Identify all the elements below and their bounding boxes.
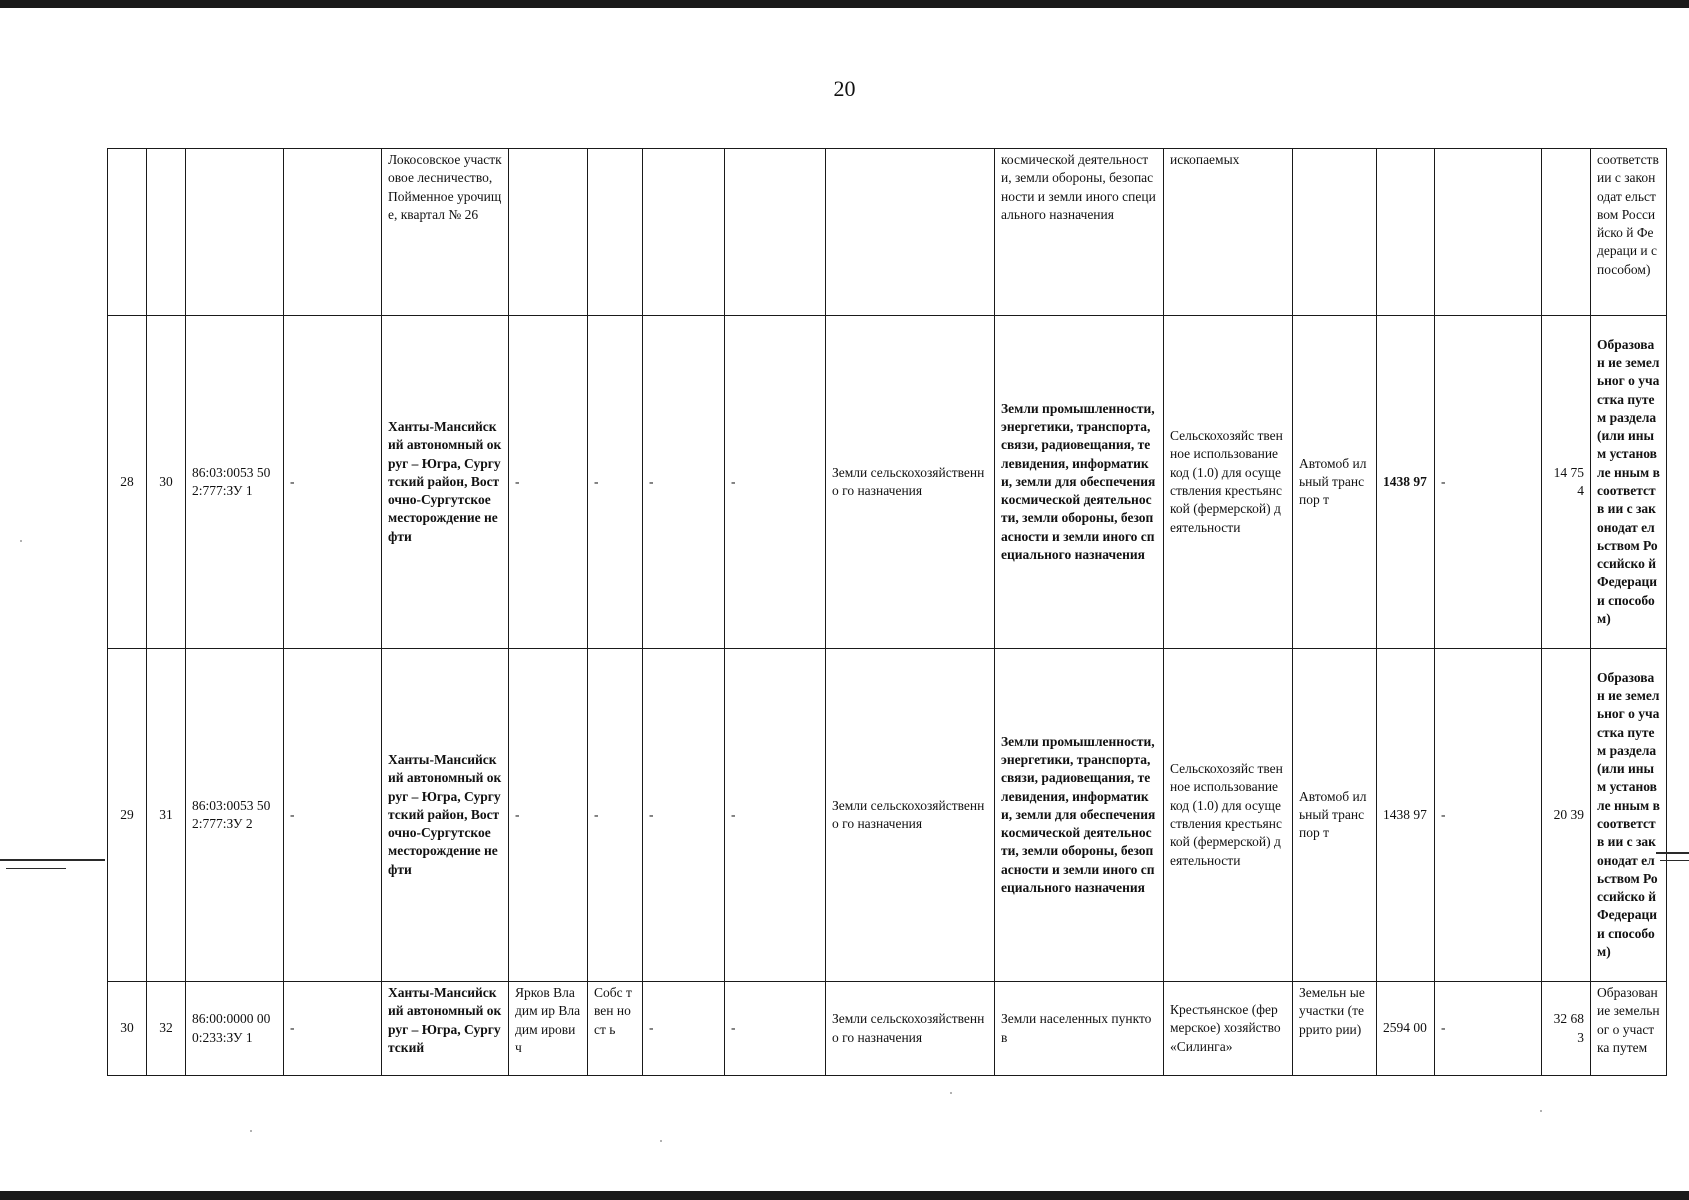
table-cell: 20 39: [1542, 649, 1591, 982]
scan-artifact: [0, 859, 105, 861]
area-cell: 1438 97: [1377, 649, 1435, 982]
right-type-cell: -: [588, 316, 643, 649]
row-number-cell: 28: [108, 316, 147, 649]
permitted-use-cell: Сельскохозяйс твенное использование код (1.0) для осуществления крестьянской (фермерской) деятельности: [1164, 649, 1293, 982]
table-cell: -: [1435, 316, 1542, 649]
scan-artifact: [950, 1092, 952, 1094]
table-cell: [1542, 149, 1591, 316]
scan-artifact: [1660, 860, 1689, 861]
purpose-cell: [1293, 149, 1377, 316]
table-cell: -: [643, 649, 725, 982]
table-cell: -: [725, 982, 826, 1076]
table-row: [108, 649, 1667, 982]
right-type-cell: Собс твен ност ь: [588, 982, 643, 1076]
table-cell: -: [284, 982, 382, 1076]
cadastral-number-cell: 86:03:0053 502:777:ЗУ 2: [186, 649, 284, 982]
scan-border-bottom: [0, 1191, 1689, 1200]
current-category-cell: Земли сельскохозяйственно го назначения: [826, 649, 995, 982]
permitted-use-cell: Сельскохозяйс твенное использование код (1.0) для осуществления крестьянской (фермерской) деятельности: [1164, 316, 1293, 649]
plot-id-cell: [147, 149, 186, 316]
new-category-cell: космической деятельности, земли обороны, безопасности и земли иного специального назначения: [995, 149, 1164, 316]
current-category-cell: Земли сельскохозяйственно го назначения: [826, 316, 995, 649]
location-cell: Локосовское участковое лесничество, Пойменное урочище, квартал № 26: [382, 149, 509, 316]
table-cell: -: [284, 649, 382, 982]
new-category-cell: Земли населенных пунктов: [995, 982, 1164, 1076]
row-number-cell: [108, 149, 147, 316]
right-type-cell: [588, 149, 643, 316]
cadastral-number-cell: [186, 149, 284, 316]
row-number-cell: 29: [108, 649, 147, 982]
current-category-cell: [826, 149, 995, 316]
land-plots-table: [107, 148, 1667, 1076]
table-cell: -: [643, 982, 725, 1076]
area-cell: 1438 97: [1377, 316, 1435, 649]
scan-artifact: [20, 540, 22, 542]
location-cell: Ханты-Мансийский автономный округ – Югра, Сургутский район, Восточно-Сургутское месторождение нефти: [382, 649, 509, 982]
table-cell: [725, 149, 826, 316]
scan-artifact: [1656, 852, 1689, 854]
formation-note-cell: Образован ие земельног о участка путем: [1591, 982, 1667, 1076]
formation-note-cell: Образован ие земельног о участка путем раздела (или иным установле нным в соответств ии с законодат ельством Российско й Федераци и способом): [1591, 316, 1667, 649]
cadastral-number-cell: 86:00:0000 000:233:ЗУ 1: [186, 982, 284, 1076]
plot-id-cell: 32: [147, 982, 186, 1076]
scan-artifact: [1540, 1110, 1542, 1112]
table-row: [108, 982, 1667, 1076]
table-cell: -: [643, 316, 725, 649]
permitted-use-cell: Крестьянское (фермерское) хозяйство «Силинга»: [1164, 982, 1293, 1076]
right-type-cell: -: [588, 649, 643, 982]
owner-cell: [509, 149, 588, 316]
owner-cell: -: [509, 649, 588, 982]
purpose-cell: Земельн ые участки (террито рии): [1293, 982, 1377, 1076]
plot-id-cell: 31: [147, 649, 186, 982]
location-cell: Ханты-Мансийский автономный округ – Югра, Сургутский: [382, 982, 509, 1076]
new-category-cell: Земли промышленности, энергетики, транспорта, связи, радиовещания, телевидения, информатики, земли для обеспечения космической деятельности, земли обороны, безопасности и земли иного специального назначения: [995, 649, 1164, 982]
area-cell: 2594 00: [1377, 982, 1435, 1076]
area-cell: [1377, 149, 1435, 316]
table-cell: -: [725, 316, 826, 649]
location-cell: Ханты-Мансийский автономный округ – Югра, Сургутский район, Восточно-Сургутское месторождение нефти: [382, 316, 509, 649]
scan-artifact: [250, 1130, 252, 1132]
cadastral-number-cell: 86:03:0053 502:777:ЗУ 1: [186, 316, 284, 649]
owner-cell: Ярков Владим ир Владим ирович: [509, 982, 588, 1076]
formation-note-cell: Образован ие земельног о участка путем раздела (или иным установле нным в соответств ии с законодат ельством Российско й Федераци и способом): [1591, 649, 1667, 982]
purpose-cell: Автомоб ильный транспор т: [1293, 316, 1377, 649]
table-cell: -: [1435, 649, 1542, 982]
table-cell: [284, 149, 382, 316]
permitted-use-cell: ископаемых: [1164, 149, 1293, 316]
table-cell: [643, 149, 725, 316]
table-row: [108, 316, 1667, 649]
page-number: 20: [833, 76, 856, 101]
table-cell: 14 75 4: [1542, 316, 1591, 649]
table-cell: -: [1435, 982, 1542, 1076]
table-row: [108, 149, 1667, 316]
plot-id-cell: 30: [147, 316, 186, 649]
formation-note-cell: соответств ии с законодат ельством Российско й Федераци и способом): [1591, 149, 1667, 316]
table-cell: -: [284, 316, 382, 649]
table-cell: 32 68 3: [1542, 982, 1591, 1076]
current-category-cell: Земли сельскохозяйственно го назначения: [826, 982, 995, 1076]
owner-cell: -: [509, 316, 588, 649]
scan-border-top: [0, 0, 1689, 8]
table-cell: [1435, 149, 1542, 316]
table-cell: -: [725, 649, 826, 982]
purpose-cell: Автомоб ильный транспор т: [1293, 649, 1377, 982]
row-number-cell: 30: [108, 982, 147, 1076]
scan-artifact: [660, 1140, 662, 1142]
scan-artifact: [6, 868, 66, 869]
new-category-cell: Земли промышленности, энергетики, транспорта, связи, радиовещания, телевидения, информатики, земли для обеспечения космической деятельности, земли обороны, безопасности и земли иного специального назначения: [995, 316, 1164, 649]
